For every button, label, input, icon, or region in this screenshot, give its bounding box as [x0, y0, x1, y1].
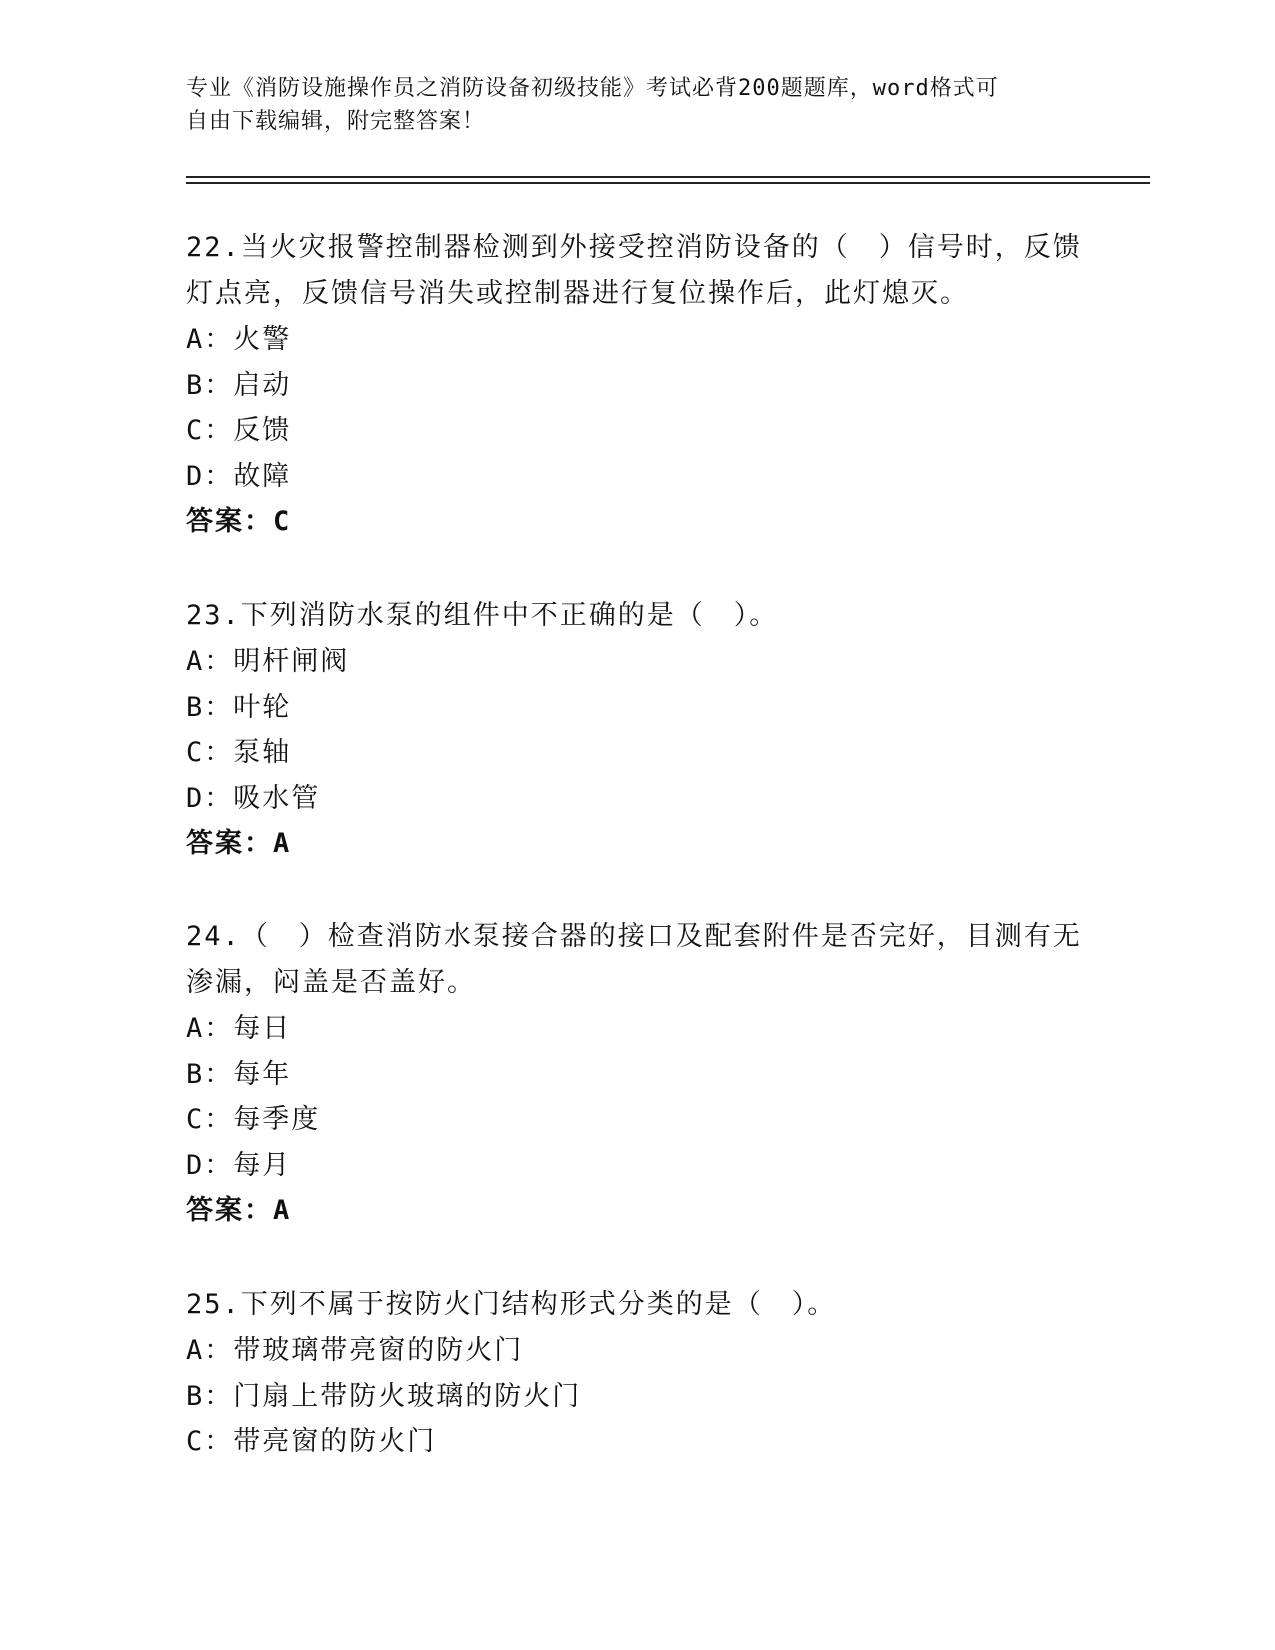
header-divider-top: [186, 176, 1150, 178]
question-text: 23.下列消防水泵的组件中不正确的是（ ）。: [186, 600, 779, 631]
option-d: D：故障: [186, 460, 292, 492]
option-c: C：泵轴: [186, 737, 292, 768]
document-header: [186, 72, 1086, 138]
question-22: [186, 225, 1086, 545]
answer-line: [186, 1188, 1086, 1234]
option-d: D：吸水管: [186, 782, 321, 814]
answer-label: 答案：: [186, 828, 273, 859]
answer-value: A: [273, 1195, 292, 1226]
question-text: 24.（ ）检查消防水泵接合器的接口及配套附件是否完好，目测有无渗漏，闷盖是否盖好。: [186, 921, 1082, 998]
answer-value: A: [273, 828, 292, 859]
question-25: [186, 1282, 1086, 1465]
option-b: B：叶轮: [186, 691, 292, 723]
option-b: B：门扇上带防火玻璃的防火门: [186, 1380, 582, 1412]
option-b: B：每年: [186, 1058, 292, 1090]
option-a: A：带玻璃带亮窗的防火门: [186, 1335, 524, 1366]
answer-label: 答案：: [186, 506, 273, 537]
answer-value: C: [273, 506, 292, 537]
question-text: 22.当火灾报警控制器检测到外接受控消防设备的（ ）信号时，反馈灯点亮，反馈信号消失或控制器进行复位操作后，此灯熄灭。: [186, 232, 1082, 309]
option-a: A：明杆闸阀: [186, 646, 350, 677]
option-d: D：每月: [186, 1149, 292, 1181]
option-a: A：火警: [186, 324, 292, 355]
header-line-1: 专业《消防设施操作员之消防设备初级技能》考试必背200题题库，word格式可: [186, 76, 999, 101]
answer-label: 答案：: [186, 1195, 273, 1226]
option-a: A：每日: [186, 1013, 292, 1044]
question-24: [186, 914, 1086, 1234]
option-c: C：带亮窗的防火门: [186, 1426, 437, 1457]
header-divider-bottom: [186, 182, 1150, 184]
option-c: C：每季度: [186, 1104, 321, 1135]
answer-line: [186, 499, 1086, 545]
question-text: 25.下列不属于按防火门结构形式分类的是（ ）。: [186, 1289, 837, 1320]
header-line-2: 自由下载编辑，附完整答案！: [186, 109, 486, 134]
option-b: B：启动: [186, 369, 292, 401]
question-23: [186, 593, 1086, 867]
option-c: C：反馈: [186, 415, 292, 446]
answer-line: [186, 821, 1086, 867]
